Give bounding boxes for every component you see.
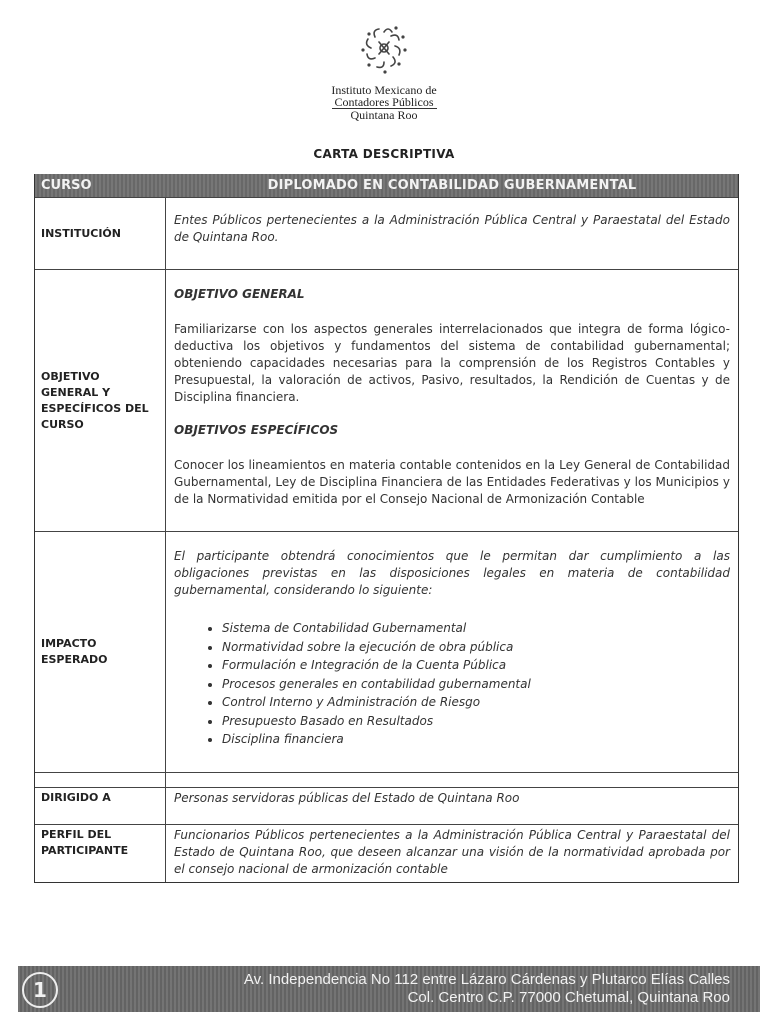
header-course-label: CURSO [41, 178, 92, 193]
objetivo-general-text: Familiarizarse con los aspectos generales interrelacionados que integra de forma lógico-deductiva los objetivos y fundamentos del sistema de contabilidad gubernamental; obteniendo capacidades necesarias para la comprensión de los Registros Contables y Presupuestal, la valoración de activos, Pasivo, resultados, la Rendición de Cuentas y de Disciplina financiera. [174, 322, 730, 404]
label-objetivo: OBJETIVO GENERAL Y ESPECÍFICOS DEL CURSO [35, 270, 166, 531]
descriptive-table [34, 174, 739, 883]
footer-bar [18, 966, 760, 1012]
letterhead [0, 22, 768, 121]
value-objetivo [166, 270, 738, 531]
institute-line-1: Instituto Mexicano de [331, 83, 437, 97]
objetivos-especificos-heading: OBJETIVOS ESPECÍFICOS [174, 423, 339, 437]
objetivo-general-heading: OBJETIVO GENERAL [174, 287, 305, 301]
list-item: • Presupuesto Basado en Resultados [222, 712, 730, 731]
address [244, 971, 730, 1007]
value-impacto [166, 532, 738, 772]
objetivos-especificos-text: Conocer los lineamientos en materia contable contenidos en la Ley General de Contabilidad Gubernamental, Ley de Disciplina Financiera de las Entidades Federativas y los Municipios y de la Normatividad emitida por el Consejo Nacional de Armonización Contable [174, 458, 730, 506]
table-header [35, 174, 738, 197]
header-course-name: DIPLOMADO EN CONTABILIDAD GUBERNAMENTAL [267, 178, 637, 193]
list-item: • Disciplina financiera [222, 730, 730, 749]
address-line-1: Av. Independencia No 112 entre Lázaro Cárdenas y Plutarco Elías Calles [243, 971, 730, 988]
institute-name [0, 84, 768, 121]
value-dirigido: Personas servidoras públicas del Estado de Quintana Roo [174, 791, 520, 805]
institute-line-2: Contadores Públicos [332, 96, 437, 109]
document-title: CARTA DESCRIPTIVA [313, 147, 455, 161]
row-impacto [35, 531, 738, 772]
imcp-logo-icon [349, 22, 419, 84]
list-item: • Sistema de Contabilidad Gubernamental [222, 619, 730, 638]
label-institucion: INSTITUCIÓN [35, 198, 166, 269]
institute-line-3: Quintana Roo [350, 108, 418, 122]
row-spacer [35, 772, 738, 787]
row-objetivo [35, 269, 738, 531]
impacto-list [174, 619, 730, 749]
list-item: • Normatividad sobre la ejecución de obra pública [222, 638, 730, 657]
label-perfil: PERFIL DEL PARTICIPANTE [35, 825, 166, 882]
value-institucion: Entes Públicos pertenecientes a la Administración Pública Central y Paraestatal del Estado de Quintana Roo. [174, 213, 730, 244]
label-dirigido: DIRIGIDO A [35, 788, 166, 824]
address-line-2: Col. Centro C.P. 77000 Chetumal, Quintana Roo [407, 989, 730, 1006]
row-perfil [35, 824, 738, 882]
list-item: • Control Interno y Administración de Riesgo [222, 693, 730, 712]
value-perfil: Funcionarios Públicos pertenecientes a la Administración Pública Central y Paraestatal del Estado de Quintana Roo, que deseen alcanzar una visión de la normatividad aprobada por el consejo nacional de armonización contable [174, 828, 730, 876]
list-item: • Procesos generales en contabilidad gubernamental [222, 675, 730, 694]
list-item: • Formulación e Integración de la Cuenta Pública [222, 656, 730, 675]
row-dirigido [35, 787, 738, 824]
row-institucion [35, 197, 738, 269]
page-number: 1 [22, 972, 58, 1008]
label-impacto: IMPACTO ESPERADO [35, 532, 166, 772]
impacto-intro: El participante obtendrá conocimientos que le permitan dar cumplimiento a las obligaciones previstas en las disposiciones legales en materia de contabilidad gubernamental, considerando lo siguiente: [174, 549, 730, 597]
